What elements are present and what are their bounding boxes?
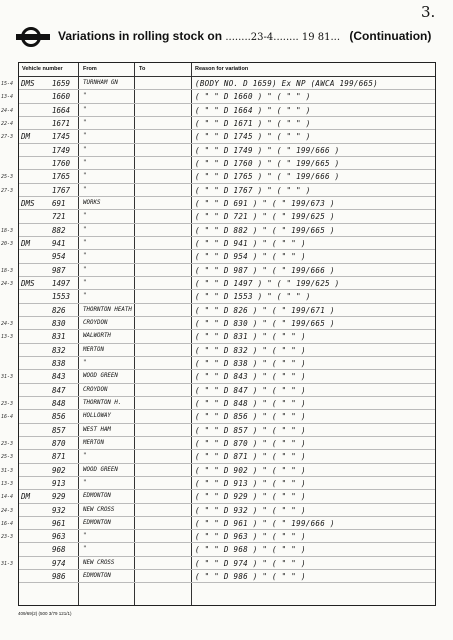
row-vehicle-number: 871 [52,452,66,462]
table-row [1,277,435,290]
row-vehicle-number: 1749 [52,145,71,155]
row-reason: ( " " D 974 ) " ( " " ) [195,558,306,568]
row-vehicle-number: 1765 [52,172,71,182]
row-vehicle-number: 832 [52,345,66,355]
table-row [1,370,435,383]
table-row [19,384,435,397]
row-vehicle-number: 932 [52,505,66,515]
row-reason: ( " " D 913 ) " ( " " ) [195,478,306,488]
row-vehicle-number: 1767 [52,185,71,195]
table-row [19,290,435,303]
row-reason: ( " " D 870 ) " ( " " ) [195,438,306,448]
row-from: MERTON [83,439,104,446]
table-row [1,450,435,463]
row-reason: ( " " D 882 ) " ( " 199/665 ) [195,225,335,235]
row-class: DM [21,492,31,502]
row-reason: ( " " D 968 ) " ( " " ) [195,545,306,555]
table-row [1,317,435,330]
row-reason: ( " " D 1553 ) " ( " " ) [195,292,311,302]
row-from: " [83,546,87,553]
row-from: THORNTON H. [83,399,122,406]
column-header-from: From [83,66,97,72]
table-row [1,330,435,343]
row-vehicle-number: 941 [52,238,66,248]
row-from: THORNTON HEATH [83,306,132,313]
row-date-note: 24-4 [1,107,14,114]
row-vehicle-number: 902 [52,465,66,475]
row-reason: ( " " D 963 ) " ( " " ) [195,532,306,542]
table-row [1,464,435,477]
row-date-note: 16-4 [1,414,14,421]
row-vehicle-number: 847 [52,385,66,395]
row-from: " [83,253,87,260]
variations-table [1,62,436,606]
row-from: " [83,133,87,140]
row-vehicle-number: 826 [52,305,66,315]
row-from: " [83,293,87,300]
row-date-note: 24-3 [1,507,14,514]
row-from: " [83,453,87,460]
column-header-reason: Reason for variation [195,66,249,72]
table-row [19,304,435,317]
table-row [1,224,435,237]
row-date-note: 23-3 [1,440,14,447]
row-from: " [83,226,87,233]
table-row [1,504,435,517]
row-reason: ( " " D 932 ) " ( " " ) [195,505,306,515]
row-reason: ( " " D 830 ) " ( " 199/665 ) [195,318,335,328]
table-row [1,490,435,503]
row-date-note: 24-3 [1,320,14,327]
row-reason: ( " " D 1664 ) " ( " " ) [195,105,311,115]
table-body [1,77,435,583]
row-reason: ( " " D 832 ) " ( " " ) [195,345,306,355]
row-from: EDMONTON [83,573,111,580]
row-reason: ( " " D 1765 ) " ( " 199/666 ) [195,172,340,182]
row-vehicle-number: 987 [52,265,66,275]
row-from: " [83,119,87,126]
row-date-note: 22-4 [1,120,14,127]
form-code: 409/69(2) (500 3/79 121/1) [18,611,72,616]
row-from: " [83,93,87,100]
row-vehicle-number: 870 [52,438,66,448]
row-from: " [83,359,87,366]
row-date-note: 14-4 [1,494,14,501]
row-from: HOLLOWAY [83,413,111,420]
row-reason: ( " " D 929 ) " ( " " ) [195,492,306,502]
table-row [1,104,435,117]
row-reason: ( " " D 847 ) " ( " " ) [195,385,306,395]
table-row [1,477,435,490]
row-from: " [83,186,87,193]
row-from: CROYDON [83,386,108,393]
row-date-note: 23-3 [1,534,14,541]
row-vehicle-number: 986 [52,572,66,582]
row-class: DMS [21,198,35,208]
row-class: DM [21,238,31,248]
row-date-note: 24-3 [1,280,14,287]
row-reason: ( " " D 961 ) " ( " 199/666 ) [195,518,335,528]
row-reason: ( " " D 848 ) " ( " " ) [195,398,306,408]
row-date-note: 16-4 [1,520,14,527]
table-row [1,117,435,130]
row-from: CROYDON [83,319,108,326]
row-reason: ( " " D 838 ) " ( " " ) [195,358,306,368]
row-date-note: 25-3 [1,454,14,461]
row-vehicle-number: 1497 [52,278,71,288]
row-reason: ( " " D 843 ) " ( " " ) [195,372,306,382]
row-from: " [83,279,87,286]
table-row [1,264,435,277]
row-vehicle-number: 1659 [52,79,71,88]
table-row [19,157,435,170]
row-vehicle-number: 963 [52,532,66,542]
title-date: ........23-4........ 19 81... [225,32,341,43]
table-row [1,437,435,450]
row-from: WOOD GREEN [83,373,118,380]
row-date-note: 31-3 [1,467,14,474]
row-reason: ( " " D 691 ) " ( " 199/673 ) [195,198,335,208]
row-vehicle-number: 848 [52,398,66,408]
row-vehicle-number: 1553 [52,292,71,302]
row-from: " [83,533,87,540]
row-from: WORKS [83,199,101,206]
row-reason: ( " " D 987 ) " ( " 199/666 ) [195,265,335,275]
row-vehicle-number: 691 [52,198,66,208]
row-from: " [83,106,87,113]
row-vehicle-number: 831 [52,332,66,342]
row-reason: ( " " D 1497 ) " ( " 199/625 ) [195,278,340,288]
page-number: 3. [421,3,436,21]
table-row [1,530,435,543]
row-from: NEW CROSS [83,559,115,566]
row-date-note: 18-3 [1,227,14,234]
row-reason: ( " " D 721 ) " ( " 199/625 ) [195,212,335,222]
table-row [1,184,435,197]
row-class: DMS [21,79,35,88]
row-date-note: 31-3 [1,374,14,381]
table-row [1,410,435,423]
row-vehicle-number: 1660 [52,92,71,102]
row-from: " [83,266,87,273]
row-vehicle-number: 1664 [52,105,71,115]
table-row [19,144,435,157]
row-class: DMS [21,278,35,288]
row-from: " [83,173,87,180]
table-row [19,424,435,437]
table-row [19,570,435,583]
row-vehicle-number: 830 [52,318,66,328]
table-row [1,557,435,570]
row-reason: ( " " D 954 ) " ( " " ) [195,252,306,262]
table-row [19,344,435,357]
row-reason: ( " " D 831 ) " ( " " ) [195,332,306,342]
table-row [1,517,435,530]
row-date-note: 18-3 [1,267,14,274]
row-vehicle-number: 974 [52,558,66,568]
row-vehicle-number: 721 [52,212,66,222]
table-row [19,197,435,210]
row-reason: ( " " D 856 ) " ( " " ) [195,412,306,422]
row-reason: ( " " D 826 ) " ( " 199/671 ) [195,305,335,315]
row-class: DM [21,132,31,142]
row-vehicle-number: 857 [52,425,66,435]
row-reason: ( " " D 857 ) " ( " " ) [195,425,306,435]
form-title [58,29,431,43]
table-row [19,357,435,370]
row-vehicle-number: 968 [52,545,66,555]
column-header-to: To [139,66,146,72]
row-from: " [83,146,87,153]
table-row [1,170,435,183]
table-row [1,237,435,250]
row-date-note: 20-3 [1,240,14,247]
table-row [1,90,435,103]
row-from: " [83,159,87,166]
row-reason: ( " " D 1760 ) " ( " 199/665 ) [195,158,340,168]
row-reason: ( " " D 902 ) " ( " " ) [195,465,306,475]
roundel-logo [16,27,50,47]
row-vehicle-number: 929 [52,492,66,502]
row-from: TURNHAM GN [83,80,118,86]
table-row [1,130,435,143]
row-from: WALWORTH [83,333,111,340]
row-reason: ( " " D 1745 ) " ( " " ) [195,132,311,142]
row-vehicle-number: 1760 [52,158,71,168]
row-reason: ( " " D 871 ) " ( " " ) [195,452,306,462]
row-vehicle-number: 1745 [52,132,71,142]
row-date-note: 23-3 [1,400,14,407]
row-from: " [83,479,87,486]
row-vehicle-number: 843 [52,372,66,382]
row-reason: ( " " D 1767 ) " ( " " ) [195,185,311,195]
row-date-note: 15-4 [1,81,14,87]
row-vehicle-number: 856 [52,412,66,422]
row-from: MERTON [83,346,104,353]
row-date-note: 13-3 [1,334,14,341]
table-row [1,397,435,410]
row-vehicle-number: 838 [52,358,66,368]
row-from: " [83,213,87,220]
row-vehicle-number: 954 [52,252,66,262]
row-from: WEST HAM [83,426,111,433]
row-reason: ( " " D 1749 ) " ( " 199/666 ) [195,145,340,155]
title-prefix: Variations in rolling stock on [58,29,223,43]
row-reason: ( " " D 986 ) " ( " " ) [195,572,306,582]
row-vehicle-number: 882 [52,225,66,235]
row-date-note: 25-3 [1,174,14,181]
row-from: " [83,239,87,246]
table-row [19,543,435,556]
row-reason: (BODY NO. D 1659) Ex NP (AWCA 199/665) [195,79,378,88]
row-date-note: 13-4 [1,94,14,101]
row-date-note: 27-3 [1,134,14,141]
row-reason: ( " " D 1660 ) " ( " " ) [195,92,311,102]
row-vehicle-number: 1671 [52,118,71,128]
table-row [19,210,435,223]
row-date-note: 31-3 [1,560,14,567]
row-vehicle-number: 961 [52,518,66,528]
row-from: EDMONTON [83,519,111,526]
row-from: EDMONTON [83,493,111,500]
title-continuation: (Continuation) [349,29,432,43]
column-header-vehicle-number: Vehicle number [22,66,63,72]
table-row [19,250,435,263]
row-reason: ( " " D 941 ) " ( " " ) [195,238,306,248]
row-reason: ( " " D 1671 ) " ( " " ) [195,118,311,128]
row-date-note: 13-3 [1,480,14,487]
row-date-note: 27-3 [1,187,14,194]
row-from: NEW CROSS [83,506,115,513]
row-vehicle-number: 913 [52,478,66,488]
row-from: WOOD GREEN [83,466,118,473]
table-row [1,77,435,90]
